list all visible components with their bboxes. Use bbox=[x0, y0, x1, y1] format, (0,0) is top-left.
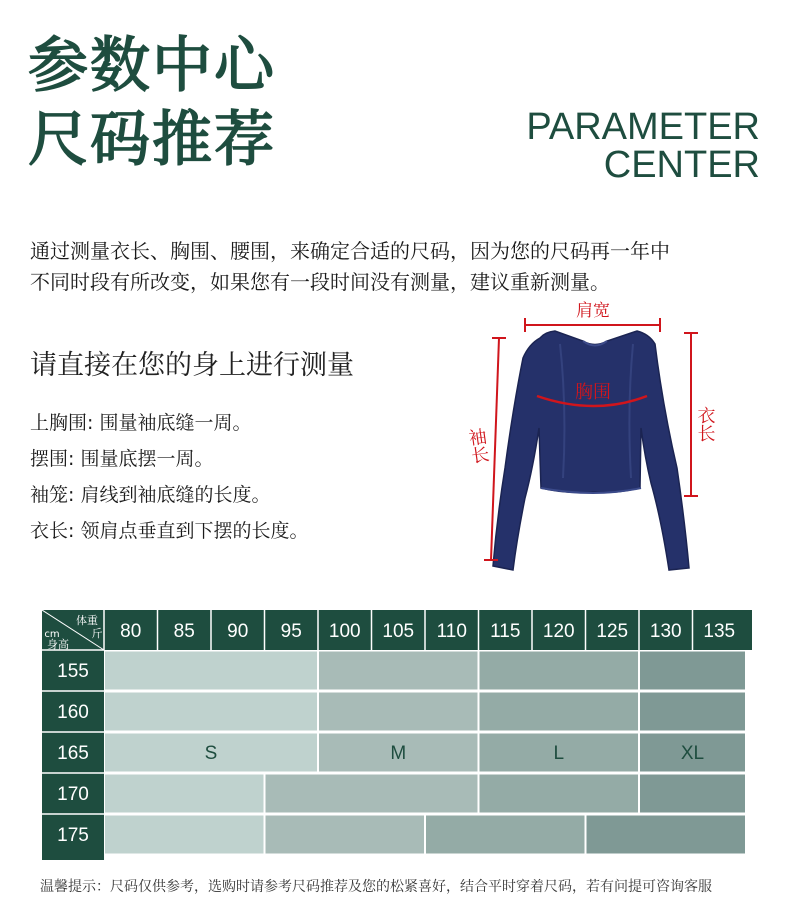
weight-header: 90 bbox=[227, 621, 249, 642]
measurement-text: 围量底摆一周。 bbox=[80, 448, 214, 470]
corner-weight-label: 体重 bbox=[76, 614, 98, 627]
intro-paragraph bbox=[30, 236, 770, 298]
body-length-label: 衣长 bbox=[694, 406, 716, 442]
measurement-list bbox=[30, 405, 308, 549]
garment-diagram bbox=[455, 298, 735, 588]
weight-header: 120 bbox=[542, 621, 575, 642]
measurement-label: 上胸围: bbox=[30, 412, 94, 434]
intro-line1: 通过测量衣长、胸围、腰围，来确定合适的尺码，因为您的尺码再一年中 bbox=[30, 239, 670, 263]
english-title-line2: CENTER bbox=[603, 144, 760, 186]
measurement-item bbox=[30, 441, 308, 477]
size-cell-s bbox=[105, 816, 264, 854]
tip-text: 温馨提示：尺码仅供参考，选购时请参考尺码推荐及您的松紧喜好，结合平时穿着尺码，若有问提可咨询客服 bbox=[40, 879, 712, 895]
weight-header: 105 bbox=[382, 621, 415, 642]
measurement-text: 围量袖底缝一周。 bbox=[99, 412, 252, 434]
height-label: 175 bbox=[57, 825, 89, 846]
corner-cm-label: cm bbox=[44, 629, 60, 640]
weight-header: 95 bbox=[280, 621, 302, 642]
size-cell-xl bbox=[640, 775, 745, 813]
size-cell-s bbox=[105, 775, 264, 813]
measurement-label: 袖笼: bbox=[30, 484, 75, 506]
measurement-text: 领肩点垂直到下摆的长度。 bbox=[80, 520, 309, 542]
measure-heading: 请直接在您的身上进行测量 bbox=[30, 350, 354, 381]
size-cell-l bbox=[426, 816, 585, 854]
size-label: L bbox=[553, 743, 565, 764]
size-table bbox=[42, 610, 752, 860]
measurement-item bbox=[30, 477, 308, 513]
garment-shape bbox=[493, 331, 689, 570]
weight-header: 135 bbox=[703, 621, 736, 642]
intro-line2: 不同时段有所改变，如果您有一段时间没有测量，建议重新测量。 bbox=[30, 270, 610, 294]
size-cell-l bbox=[480, 693, 639, 731]
size-cell-m bbox=[266, 775, 478, 813]
measurement-label: 摆围: bbox=[30, 448, 75, 470]
page-title-line1: 参数中心 bbox=[28, 31, 276, 101]
size-label: M bbox=[390, 743, 407, 764]
weight-header: 130 bbox=[649, 621, 682, 642]
size-cell-m bbox=[266, 816, 425, 854]
weight-header: 110 bbox=[436, 621, 467, 642]
sleeve-length-label: 袖长 bbox=[464, 426, 491, 466]
weight-header: 85 bbox=[173, 621, 195, 642]
size-cell-s bbox=[105, 693, 317, 731]
corner-height-label: 身高 bbox=[47, 638, 69, 651]
size-cell-m bbox=[319, 693, 478, 731]
shoulder-width-label: 肩宽 bbox=[576, 301, 610, 321]
english-title-line1: PARAMETER bbox=[526, 106, 760, 148]
height-label: 155 bbox=[57, 661, 89, 682]
size-cell-s bbox=[105, 652, 317, 690]
size-cell-xl bbox=[640, 652, 745, 690]
size-label: XL bbox=[680, 743, 705, 764]
weight-header: 100 bbox=[328, 621, 361, 642]
size-cell-l bbox=[480, 652, 639, 690]
weight-header: 80 bbox=[120, 621, 142, 642]
measurement-item bbox=[30, 513, 308, 549]
height-label: 160 bbox=[57, 702, 89, 723]
size-cell-xl bbox=[587, 816, 746, 854]
chest-label: 胸围 bbox=[575, 382, 611, 403]
measurement-text: 肩线到袖底缝的长度。 bbox=[80, 484, 271, 506]
size-cell-xl bbox=[640, 693, 745, 731]
size-cell-m bbox=[319, 652, 478, 690]
height-label: 165 bbox=[57, 743, 89, 764]
page-title-line2: 尺码推荐 bbox=[28, 105, 276, 175]
weight-header: 125 bbox=[596, 621, 629, 642]
size-label: S bbox=[204, 743, 218, 764]
height-label: 170 bbox=[57, 784, 89, 805]
size-cell-l bbox=[480, 775, 639, 813]
measurement-item bbox=[30, 405, 308, 441]
weight-header: 115 bbox=[490, 621, 521, 642]
corner-weight-unit: 斤 bbox=[91, 627, 103, 640]
measurement-label: 衣长: bbox=[30, 520, 75, 542]
